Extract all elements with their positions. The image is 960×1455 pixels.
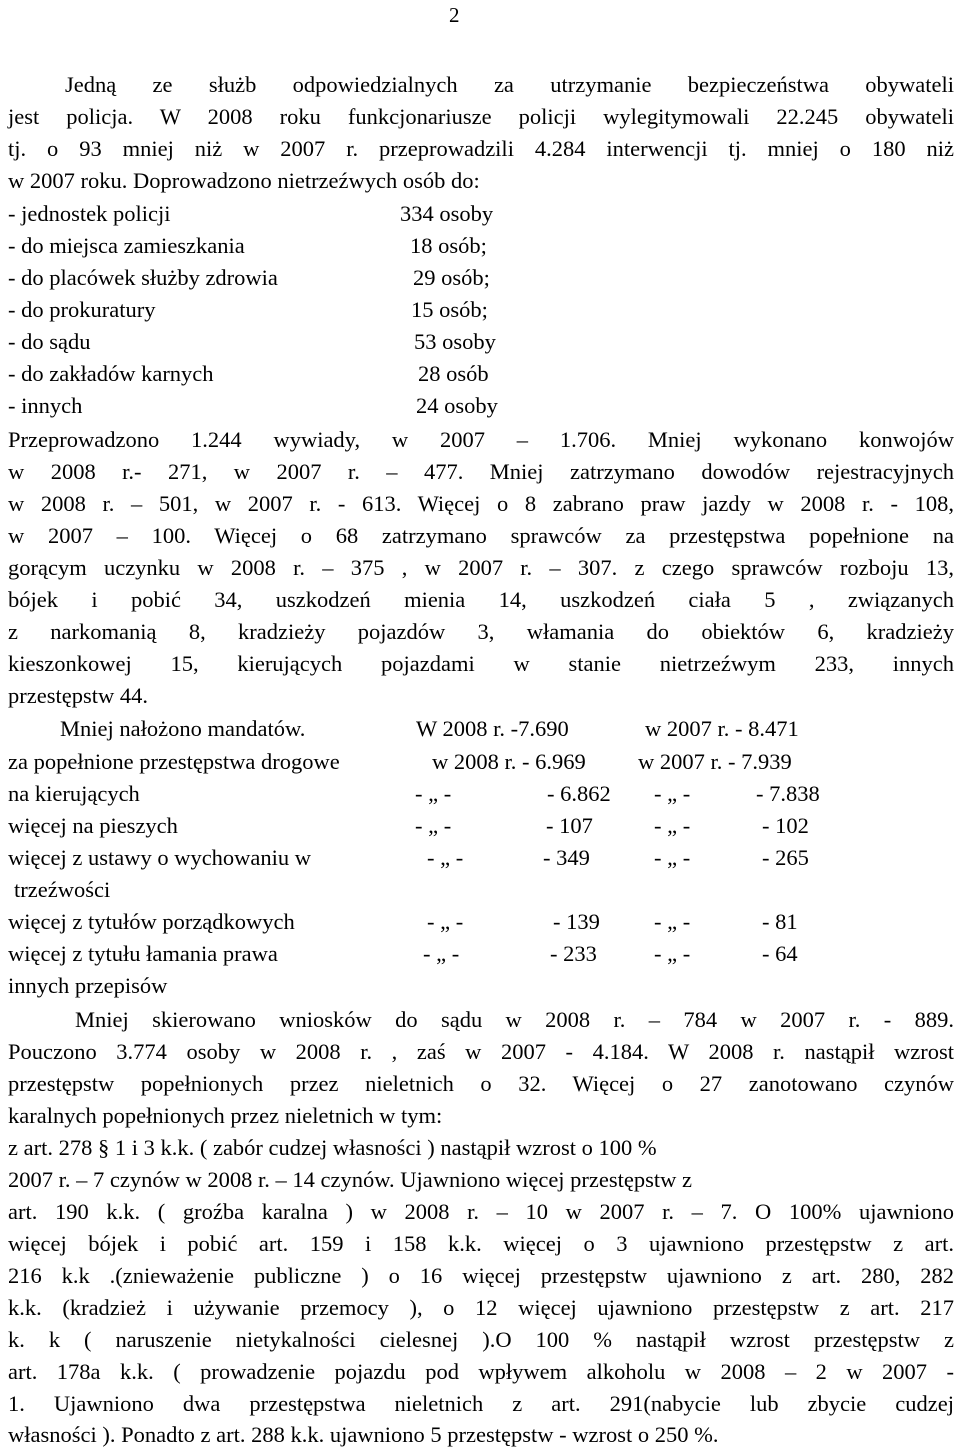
- ditto-mark: - „ -: [654, 781, 691, 806]
- mandates-row-label: więcej z tytułów porządkowych: [8, 909, 295, 934]
- paragraph-line: Mniej skierowano wniosków do sądu w 2008 r. – 784 w 2007 r. - 889.: [75, 1007, 954, 1032]
- paragraph-line: z narkomanią 8, kradzieży pojazdów 3, włamania do obiektów 6, kradzieży: [8, 619, 954, 644]
- mandates-header-label: Mniej nałożono mandatów.: [60, 716, 306, 741]
- paragraph-line: k.k. (kradzież i używanie przemocy ), o 12 więcej ujawniono przestępstw z art. 217: [8, 1295, 954, 1320]
- mandates-row-2008: - 349: [543, 845, 590, 870]
- mandates-row-2007: - 102: [762, 813, 809, 838]
- mandates-row-label: innych przepisów: [8, 973, 168, 998]
- paragraph-line: Pouczono 3.774 osoby w 2008 r. , zaś w 2007 - 4.184. W 2008 r. nastąpił wzrost: [8, 1039, 954, 1064]
- delivery-label: - do sądu: [8, 329, 91, 354]
- delivery-count: 53 osoby: [414, 329, 496, 354]
- mandates-row-2008: - 107: [546, 813, 593, 838]
- paragraph-line: własności ). Ponadto z art. 288 k.k. ujawniono 5 przestępstw - wzrost o 250 %.: [8, 1422, 719, 1447]
- ditto-mark: - „ -: [654, 941, 691, 966]
- delivery-label: - do miejsca zamieszkania: [8, 233, 245, 258]
- paragraph-line: art. 178a k.k. ( prowadzenie pojazdu pod wpływem alkoholu w 2008 – 2 w 2007 -: [8, 1359, 954, 1384]
- paragraph-line: więcej bójek i pobić art. 159 i 158 k.k. więcej o 3 ujawniono przestępstw z art.: [8, 1231, 954, 1256]
- paragraph-line: karalnych popełnionych przez nieletnich w tym:: [8, 1103, 443, 1128]
- mandates-header-2007: w 2007 r. - 8.471: [645, 716, 799, 741]
- paragraph-line: Przeprowadzono 1.244 wywiady, w 2007 – 1.706. Mniej wykonano konwojów: [8, 427, 954, 452]
- paragraph-line: jest policja. W 2008 roku funkcjonariusze policji wylegitymowali 22.245 obywateli: [8, 104, 954, 129]
- mandates-row-label: więcej z ustawy o wychowaniu w: [8, 845, 312, 870]
- delivery-count: 18 osób;: [410, 233, 487, 258]
- ditto-mark: - „ -: [415, 781, 452, 806]
- paragraph-line: przestępstw popełnionych przez nieletnich o 32. Więcej o 27 zanotowano czynów: [8, 1071, 954, 1096]
- paragraph-line: w 2008 r.- 271, w 2007 r. – 477. Mniej zatrzymano dowodów rejestracyjnych: [8, 459, 954, 484]
- mandates-row-label: trzeźwości: [14, 877, 111, 902]
- delivery-label: - jednostek policji: [8, 201, 171, 226]
- delivery-label: - do placówek służby zdrowia: [8, 265, 278, 290]
- page-number: 2: [449, 3, 460, 27]
- delivery-label: - do zakładów karnych: [8, 361, 214, 386]
- paragraph-line: przestępstw 44.: [8, 683, 148, 708]
- mandates-row-label: więcej na pieszych: [8, 813, 178, 838]
- delivery-count: 334 osoby: [400, 201, 494, 226]
- paragraph-line: w 2007 – 100. Więcej o 68 zatrzymano sprawców za przestępstwa popełnione na: [8, 523, 954, 548]
- mandates-row-2007: - 81: [762, 909, 798, 934]
- ditto-mark: - „ -: [654, 845, 691, 870]
- mandates-row-2008: - 233: [550, 941, 597, 966]
- paragraph-line: 216 k.k .(znieważenie publiczne ) o 16 więcej przestępstw ujawniono z art. 280, 282: [8, 1263, 954, 1288]
- mandates-row-2008: - 139: [553, 909, 600, 934]
- paragraph-line: kieszonkowej 15, kierujących pojazdami w stanie nietrzeźwym 233, innych: [8, 651, 954, 676]
- mandates-row-2007: - 64: [762, 941, 798, 966]
- ditto-mark: - „ -: [415, 813, 452, 838]
- mandates-row-label: za popełnione przestępstwa drogowe: [8, 749, 340, 774]
- ditto-mark: - „ -: [654, 813, 691, 838]
- delivery-count: 24 osoby: [416, 393, 498, 418]
- paragraph-line: art. 190 k.k. ( groźba karalna ) w 2008 r. – 10 w 2007 r. – 7. O 100% ujawniono: [8, 1199, 954, 1224]
- ditto-mark: - „ -: [427, 909, 464, 934]
- paragraph-line: k. k ( naruszenie nietykalności cielesnej ).O 100 % nastąpił wzrost przestępstw z: [8, 1327, 954, 1352]
- paragraph-line: 1. Ujawniono dwa przestępstwa nieletnich z art. 291(nabycie lub zbycie cudzej: [8, 1391, 954, 1416]
- paragraph-line: gorącym uczynku w 2008 r. – 375 , w 2007 r. – 307. z czego sprawców rozboju 13,: [8, 555, 954, 580]
- ditto-mark: - „ -: [423, 941, 460, 966]
- mandates-row-2007: w 2007 r. - 7.939: [638, 749, 792, 774]
- delivery-count: 28 osób: [418, 361, 489, 386]
- mandates-row-label: na kierujących: [8, 781, 140, 806]
- paragraph-line: tj. o 93 mniej niż w 2007 r. przeprowadzili 4.284 interwencji tj. mniej o 180 niż: [8, 136, 954, 161]
- paragraph-line: z art. 278 § 1 i 3 k.k. ( zabór cudzej własności ) nastąpił wzrost o 100 %: [8, 1135, 657, 1160]
- delivery-label: - do prokuratury: [8, 297, 156, 322]
- ditto-mark: - „ -: [427, 845, 464, 870]
- mandates-row-label: więcej z tytułu łamania prawa: [8, 941, 278, 966]
- mandates-row-2007: - 7.838: [756, 781, 820, 806]
- delivery-count: 29 osób;: [413, 265, 490, 290]
- mandates-row-2008: w 2008 r. - 6.969: [432, 749, 586, 774]
- mandates-row-2007: - 265: [762, 845, 809, 870]
- paragraph-line: Jedną ze służb odpowiedzialnych za utrzymanie bezpieczeństwa obywateli: [65, 72, 954, 97]
- paragraph-line: w 2008 r. – 501, w 2007 r. - 613. Więcej o 8 zabrano praw jazdy w 2008 r. - 108,: [8, 491, 954, 516]
- paragraph-line: bójek i pobić 34, uszkodzeń mienia 14, uszkodzeń ciała 5 , związanych: [8, 587, 954, 612]
- mandates-header-2008: W 2008 r. -7.690: [416, 716, 569, 741]
- mandates-row-2008: - 6.862: [547, 781, 611, 806]
- paragraph-line: 2007 r. – 7 czynów w 2008 r. – 14 czynów. Ujawniono więcej przestępstw z: [8, 1167, 693, 1192]
- paragraph-line: w 2007 roku. Doprowadzono nietrzeźwych osób do:: [8, 168, 480, 193]
- delivery-label: - innych: [8, 393, 83, 418]
- ditto-mark: - „ -: [654, 909, 691, 934]
- delivery-count: 15 osób;: [411, 297, 488, 322]
